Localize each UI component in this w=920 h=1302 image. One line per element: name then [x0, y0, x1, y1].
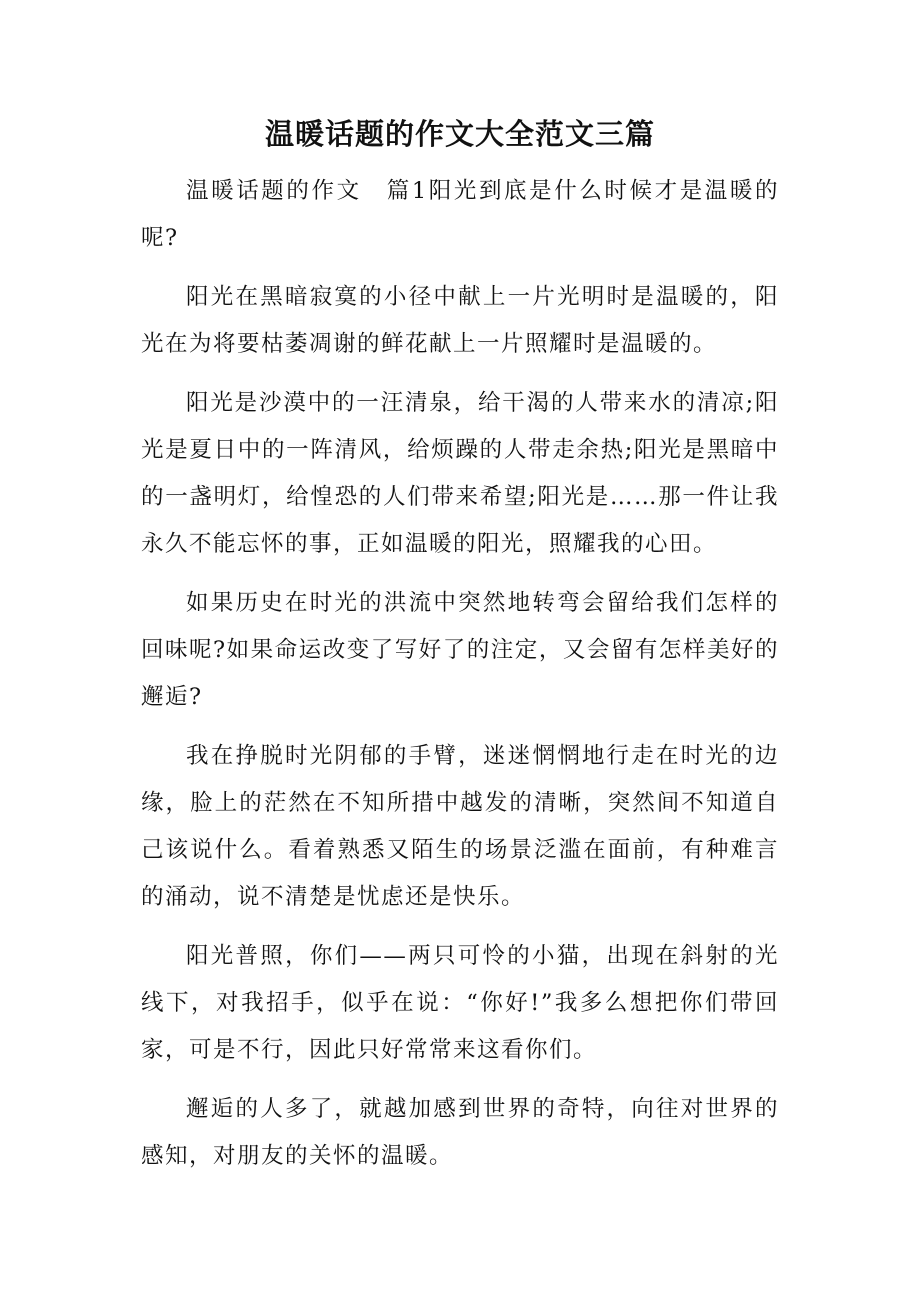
paragraph: 阳光普照，你们——两只可怜的小猫，出现在斜射的光线下，对我招手，似乎在说：“你好!”我多么想把你们带回家，可是不行，因此只好常常来这看你们。 [141, 943, 779, 1063]
paragraph: 邂逅的人多了，就越加感到世界的奇特，向往对世界的感知，对朋友的关怀的温暖。 [141, 1096, 779, 1169]
paragraph: 我在挣脱时光阴郁的手臂，迷迷惘惘地行走在时光的边缘，脸上的茫然在不知所措中越发的清晰，突然间不知道自己该说什么。看着熟悉又陌生的场景泛滥在面前，有种难言的涌动，说不清楚是忧虑还是快乐。 [141, 743, 779, 910]
paragraph: 阳光是沙漠中的一汪清泉，给干渴的人带来水的清凉;阳光是夏日中的一阵清风，给烦躁的人带走余热;阳光是黑暗中的一盏明灯，给惶恐的人们带来希望;阳光是……那一件让我永久不能忘怀的事，正如温暖的阳光，照耀我的心田。 [141, 390, 779, 557]
document-body [141, 168, 779, 1192]
paragraph: 如果历史在时光的洪流中突然地转弯会留给我们怎样的回味呢?如果命运改变了写好了的注定，又会留有怎样美好的邂逅? [141, 590, 779, 710]
paragraph: 阳光在黑暗寂寞的小径中献上一片光明时是温暖的，阳光在为将要枯萎凋谢的鲜花献上一片照耀时是温暖的。 [141, 284, 779, 357]
document-title: 温暖话题的作文大全范文三篇 [264, 117, 655, 151]
paragraph: 温暖话题的作文 篇1阳光到底是什么时候才是温暖的呢? [141, 178, 779, 251]
